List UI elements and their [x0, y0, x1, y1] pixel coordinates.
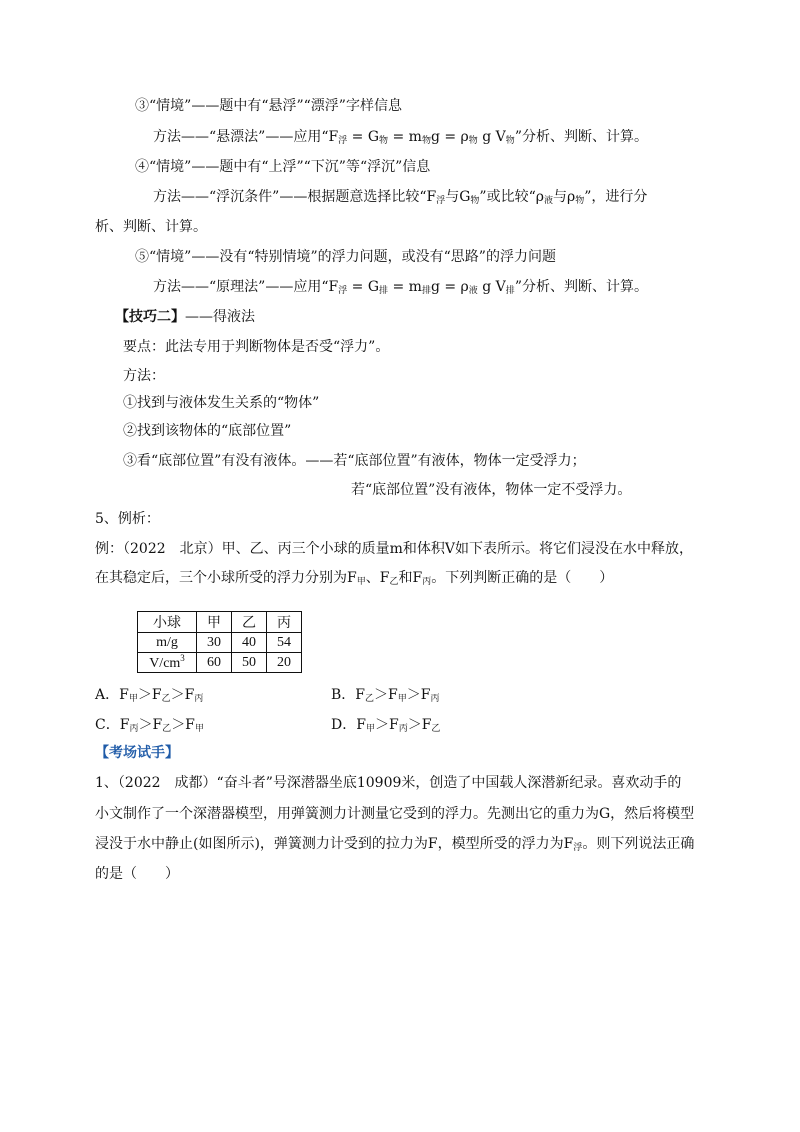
option-d: D．$F_甲>F_丙>F_乙$: [331, 717, 441, 734]
practice-question-4: 的是（ ）: [95, 866, 179, 882]
practice-question-3: 浸没于水中静止(如图所示)，弹簧测力计受到的拉力为F，模型所受的浮力为$F_浮$。则下列说法正确: [95, 836, 695, 853]
case-5-line: ⑤“情境”——没有“特别情境”的浮力问题，或没有“思路”的浮力问题: [135, 249, 556, 265]
practice-question-1: 1、（2022 成都）“奋斗者”号深潜器坐底10909米，创造了中国载人深潜新纪录。喜欢动手的: [95, 775, 682, 791]
ball-data-table: [137, 611, 302, 673]
table-cell: 50: [232, 653, 267, 673]
case-3-line: ③“情境”——题中有“悬浮”“漂浮”字样信息: [135, 98, 402, 114]
table-row: [138, 612, 302, 633]
table-row: [138, 653, 302, 673]
table-cell: 乙: [232, 612, 267, 633]
method-principle: 方法——“原理法”——应用“$F_浮 = G_排 = m_排g = \rho_液$ g $V_排$”分析、判断、计算。: [153, 279, 648, 296]
table-cell: 小球: [138, 612, 197, 633]
example-heading: 5、例析：: [95, 511, 160, 527]
method-float-sink-cont: 析、判断、计算。: [95, 219, 207, 235]
example-question-2: 在其稳定后，三个小球所受的浮力分别为$F_甲$、$F_乙$和$F_丙$。下列判断正确的是（ ）: [95, 570, 614, 587]
table-cell: 甲: [197, 612, 232, 633]
method-suspend-float: 方法——“悬漂法”——应用“$F_浮 = G_物 = m_物g = \rho_物$ g $V_物$”分析、判断、计算。: [153, 129, 648, 146]
step-3: ③看“底部位置”有没有液体。——若“底部位置”有液体，物体一定受浮力；: [123, 453, 586, 469]
example-question-1: 例：（2022 北京）甲、乙、丙三个小球的质量m和体积V如下表所示。将它们浸没在水中释放，: [95, 541, 694, 557]
method-float-sink: 方法——“浮沉条件”——根据题意选择比较“$F_浮$与$G_物$”或比较“$\rho_液$与$\rho_物$”，进行分: [153, 189, 648, 206]
table-cell: 54: [267, 633, 302, 653]
option-c: C．$F_丙>F_乙>F_甲$: [95, 717, 204, 734]
table-cell: 30: [197, 633, 232, 653]
table-cell: 丙: [267, 612, 302, 633]
table-cell: $V/cm^3$: [138, 653, 197, 673]
step-1: ①找到与液体发生关系的“物体”: [123, 395, 320, 411]
practice-question-2: 小文制作了一个深潜器模型，用弹簧测力计测量它受到的浮力。先测出它的重力为G，然后将模型: [95, 806, 695, 822]
table-cell: 40: [232, 633, 267, 653]
step-3-cont: 若“底部位置”没有液体，物体一定不受浮力。: [351, 482, 632, 498]
table-row: [138, 633, 302, 653]
technique-2-heading: 【技巧二】——得液法: [115, 309, 255, 325]
method-label: 方法：: [123, 368, 165, 384]
step-2: ②找到该物体的“底部位置”: [123, 423, 292, 439]
key-point-line: 要点：此法专用于判断物体是否受“浮力”。: [123, 339, 390, 355]
exam-practice-heading: 【考场试手】: [95, 745, 179, 761]
table-cell: m/g: [138, 633, 197, 653]
option-a: A．$F_甲>F_乙>F_丙$: [95, 687, 204, 704]
case-4-line: ④“情境”——题中有“上浮”“下沉”等“浮沉”信息: [135, 159, 431, 175]
table-cell: 60: [197, 653, 232, 673]
table-cell: 20: [267, 653, 302, 673]
option-b: B．$F_乙>F_甲>F_丙$: [331, 687, 440, 704]
